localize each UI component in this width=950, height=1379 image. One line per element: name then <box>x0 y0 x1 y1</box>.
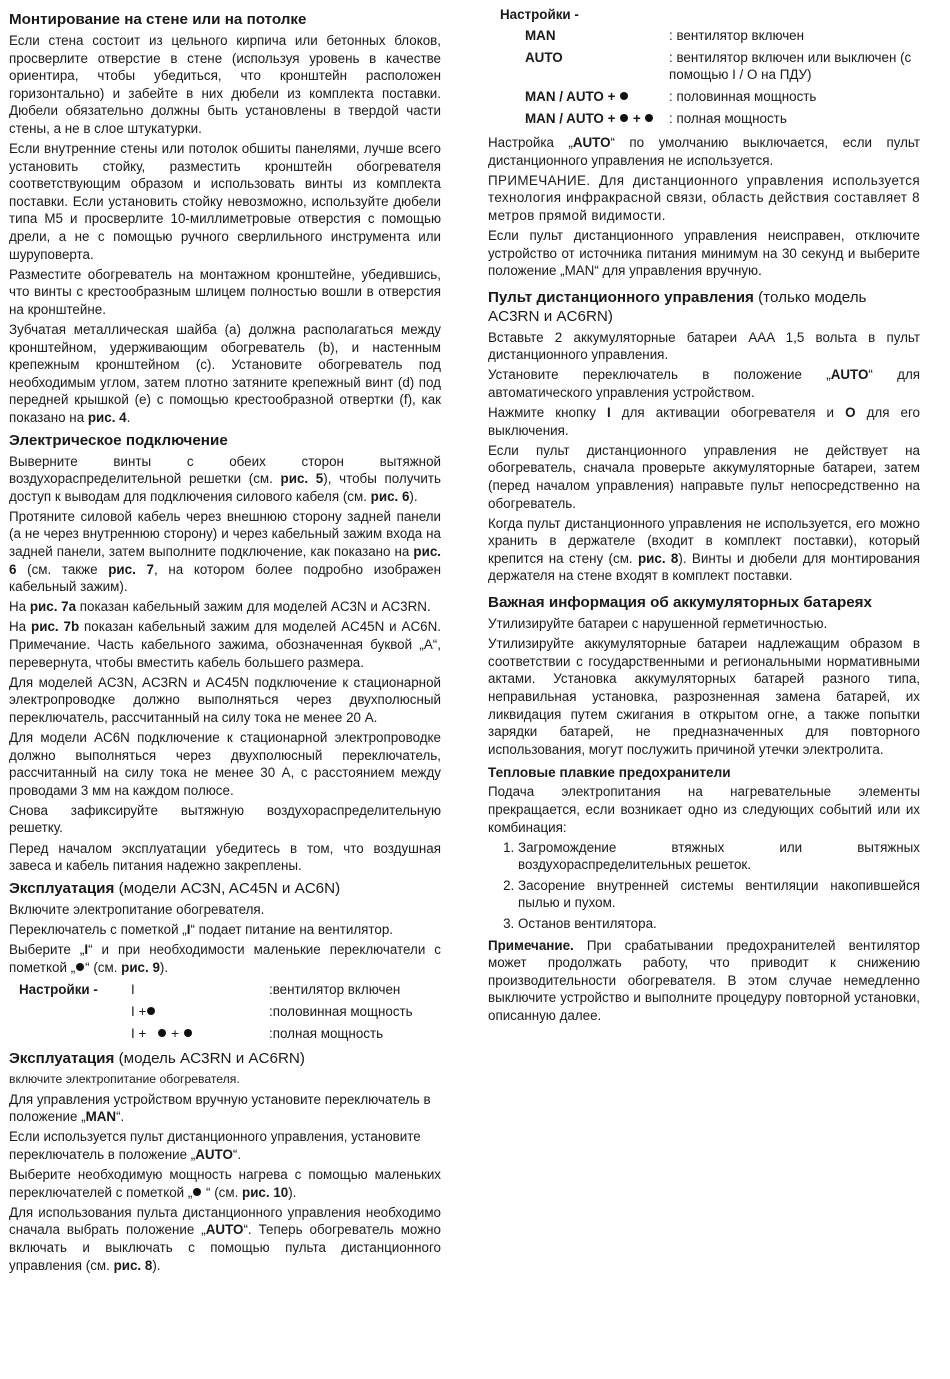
op1-paragraph-3: Выберите „I“ и при необходимости маленькие переключатели с пометкой „ “ (см. рис. 9). <box>9 941 441 975</box>
fuses-paragraph-1: Подача электропитания на нагревательные элементы прекращается, если возникает одно из следующих событий или их комбинация: <box>488 784 920 835</box>
electric-paragraph-7: Снова зафиксируйте вытяжную воздухораспределительную решетку. <box>9 802 441 836</box>
battery-heading: Важная информация об аккумуляторных батареях <box>488 594 872 612</box>
fuses-heading: Тепловые плавкие предохранители <box>488 765 731 781</box>
right-paragraph-3: Если пульт дистанционного управления неисправен, отключите устройство от источника питания минимум на 30 секунд и выберите положение „MAN“ для управления вручную. <box>488 227 920 279</box>
battery-paragraph-1: Утилизируйте батареи с нарушенной герметичностью. <box>488 616 828 632</box>
electric-paragraph-2: Протяните силовой кабель через внешнюю сторону задней панели (а не через внутреннюю сторону) и через кабельный зажим входа на задней панели, затем выполните подключение, как показано на рис. 6 (см. также рис. 7, на котором более подробно изображен кабельный зажим). <box>9 508 441 595</box>
right-column <box>488 6 920 1027</box>
settings-row <box>488 25 920 47</box>
remote-paragraph-4: Если пульт дистанционного управления не действует на обогреватель, сначала проверьте аккумуляторные батареи, затем (перед началом управления) направьте пульт непосредственно на обогреватель. <box>488 442 920 511</box>
op2-paragraph-1: включите электропитание обогревателя. <box>9 1071 240 1086</box>
settings-label-right: Настройки - <box>500 7 579 22</box>
settings-row <box>9 1023 413 1045</box>
settings-desc: : половинная мощность <box>669 89 817 104</box>
mount-paragraph-4: Зубчатая металлическая шайба (a) должна располагаться между кронштейном, удерживающим обогреватель (b), и настенным крепежным кронштейном (c). Установите обогреватель под необходимым углом, затем плотно затяните крепежный винт (d) под передней крышкой (e) с помощью крестообразной отвертки (f), как показано на рис. 4. <box>9 322 441 425</box>
op2-paragraph-2: Для управления устройством вручную установите переключатель в положение „MAN“. <box>9 1091 431 1125</box>
list-item: 3. Останов вентилятора. <box>518 915 920 933</box>
battery-paragraph-2: Утилизируйте аккумуляторные батареи надлежащим образом в соответствии с государственными и региональными нормативными актами. Установка аккумуляторных батарей разного типа, неправильная установка, разрозненная замена батарей, их ликвидация путем сжигания в открытом огне, а также попытки зарядки батарей, не предназначенных для повторного использования, могут послужить причиной утечки электролита. <box>488 636 920 757</box>
settings-desc: : полная мощность <box>669 111 787 126</box>
settings-label: Настройки - <box>19 981 98 997</box>
settings-mode: I <box>131 981 135 997</box>
remote-paragraph-2: Установите переключатель в положение „AUTO“ для автоматического управления устройством. <box>488 367 921 401</box>
dot-icon <box>645 114 653 122</box>
electric-paragraph-4: На рис. 7b показан кабельный зажим для моделей AC45N и AC6N. Примечание. Часть кабельного зажима, обозначенная буквой „A“, перевернута, чтобы вместить кабель большего размера. <box>9 619 441 670</box>
settings-mode: MAN <box>525 28 556 43</box>
remote-paragraph-1: Вставьте 2 аккумуляторные батареи AAA 1,5 вольта в пульт дистанционного управления. <box>488 329 920 363</box>
remote-paragraph-5: Когда пульт дистанционного управления не используется, его можно хранить в держателе (входит в комплект поставки), который крепится на стену (см. рис. 8). Винты и дюбели для монтирования держателя на стене входят в комплект поставки. <box>488 515 921 584</box>
dot-icon <box>147 1007 155 1015</box>
dot-icon <box>76 963 84 971</box>
electric-paragraph-6: Для модели AC6N подключение к стационарной электропроводке должно выполняться через двухполюсный переключатель, рассчитанный на силу тока не менее 30 A, с расстоянием между проводами 3 мм на каждом полюсе. <box>9 729 441 798</box>
electric-paragraph-5: Для моделей AC3N, AC3RN и AC45N подключение к стационарной электропроводке должно выполняться через двухполюсный переключатель, рассчитанный на силу тока не менее 20 A. <box>9 674 441 725</box>
fuses-list <box>488 839 920 933</box>
dot-icon <box>620 92 628 100</box>
electric-paragraph-8: Перед началом эксплуатации убедитесь в том, что воздушная завеса и кабель питания надежно закреплены. <box>9 840 441 874</box>
right-paragraph-2: ПРИМЕЧАНИЕ. Для дистанционного управления используется технология инфракрасной связи, область действия составляет 8 метров прямой видимости. <box>488 172 920 223</box>
op2-paragraph-5: Для использования пульта дистанционного управления необходимо сначала выбрать положение „AUTO“. Теперь обогреватель можно включать и выключать с помощью пульта дистанционного управления (см. рис. 8). <box>9 1204 442 1273</box>
settings-row <box>488 86 920 108</box>
settings-mode: I + <box>131 1001 269 1023</box>
mount-paragraph-1: Если стена состоит из цельного кирпича или бетонных блоков, просверлите отверстие в стене (используя уровень в качестве ориентира, чтобы убедиться, что кронштейн расположен горизонтально) и забейте в них дюбели из комплекта поставки. Дюбели обязательно должны быть установлены в твердой части стены, а не в слое штукатурки. <box>9 33 441 136</box>
remote-heading: Пульт дистанционного управления (только модель AC3RN и AC6RN) <box>488 288 867 325</box>
op2-paragraph-3: Если используется пульт дистанционного управления, установите переключатель в положение „AUTO“. <box>9 1129 421 1162</box>
settings-desc: :половинная мощность <box>269 1003 413 1019</box>
mount-heading: Монтирование на стене или на потолке <box>9 11 307 28</box>
fuses-note: Примечание. При срабатывании предохранителей вентилятор может продолжать работу, что приводит к снижению производительности обогревателя. В этом случае немедленно выключите устройство и выполните процедуру повторной установки, описанную далее. <box>488 937 920 1023</box>
settings-table-2 <box>488 25 920 130</box>
settings-row <box>9 979 413 1001</box>
mount-paragraph-3: Разместите обогреватель на монтажном кронштейне, убедившись, что винты с крестообразным шлицем полностью вошли в отверстия на кронштейне. <box>9 266 441 317</box>
settings-row <box>488 108 920 130</box>
op1-paragraph-1: Включите электропитание обогревателя. <box>9 901 265 917</box>
settings-table-1 <box>9 979 413 1045</box>
operation-heading-2: Эксплуатация (модель AC3RN и AC6RN) <box>9 1049 305 1067</box>
settings-row <box>9 1001 413 1023</box>
dot-icon <box>193 1188 201 1196</box>
settings-row <box>488 47 920 86</box>
left-column <box>9 6 441 1277</box>
dot-icon <box>184 1029 192 1037</box>
op1-paragraph-2: Переключатель с пометкой „I“ подает питание на вентилятор. <box>9 921 394 937</box>
list-item: 2. Засорение внутренней системы вентиляции накопившейся пылью и пухом. <box>518 877 920 912</box>
settings-desc: :полная мощность <box>269 1025 384 1041</box>
electric-paragraph-1: Выверните винты с обеих сторон вытяжной воздухораспределительной решетки (см. рис. 5), чтобы получить доступ к выводам для подключения силового кабеля (см. рис. 6). <box>9 453 441 504</box>
op2-paragraph-4: Выберите необходимую мощность нагрева с помощью маленьких переключателей с пометкой „ “ (см. рис. 10). <box>9 1167 441 1200</box>
dot-icon <box>620 114 628 122</box>
operation-heading-1: Эксплуатация (модели AC3N, AC45N и AC6N) <box>9 879 341 897</box>
settings-mode: I + + <box>131 1023 269 1045</box>
settings-desc: : вентилятор включен или выключен (с помощью I / O на ПДУ) <box>669 50 912 82</box>
right-paragraph-1: Настройка „AUTO“ по умолчанию выключается, если пульт дистанционного управления не используется. <box>488 135 920 168</box>
electric-paragraph-3: На рис. 7a показан кабельный зажим для моделей AC3N и AC3RN. <box>9 599 431 615</box>
mount-paragraph-2: Если внутренние стены или потолок обшиты панелями, лучше всего установить стойку, разместить кронштейн обогревателя соответствующим образом и использовать винты из комплекта поставки. Если установить стойку невозможно, используйте дюбели типа M5 и просверлите 10-миллиметровые отверстия с помощью дрели, а не с помощью ручного сверлильного инструмента или шуруповерта. <box>9 141 441 262</box>
settings-mode: AUTO <box>525 50 563 65</box>
settings-mode: MAN / AUTO + <box>488 86 669 108</box>
remote-paragraph-3: Нажмите кнопку I для активации обогревателя и O для его выключения. <box>488 405 921 438</box>
settings-desc: :вентилятор включен <box>269 981 401 997</box>
settings-desc: : вентилятор включен <box>669 28 805 43</box>
dot-icon <box>158 1029 166 1037</box>
settings-mode: MAN / AUTO + + <box>488 108 669 130</box>
figure-ref: рис. 4 <box>87 409 127 425</box>
electric-heading: Электрическое подключение <box>9 431 228 449</box>
list-item: 1. Загромождение втяжных или вытяжных воздухораспределительных решеток. <box>518 839 920 874</box>
